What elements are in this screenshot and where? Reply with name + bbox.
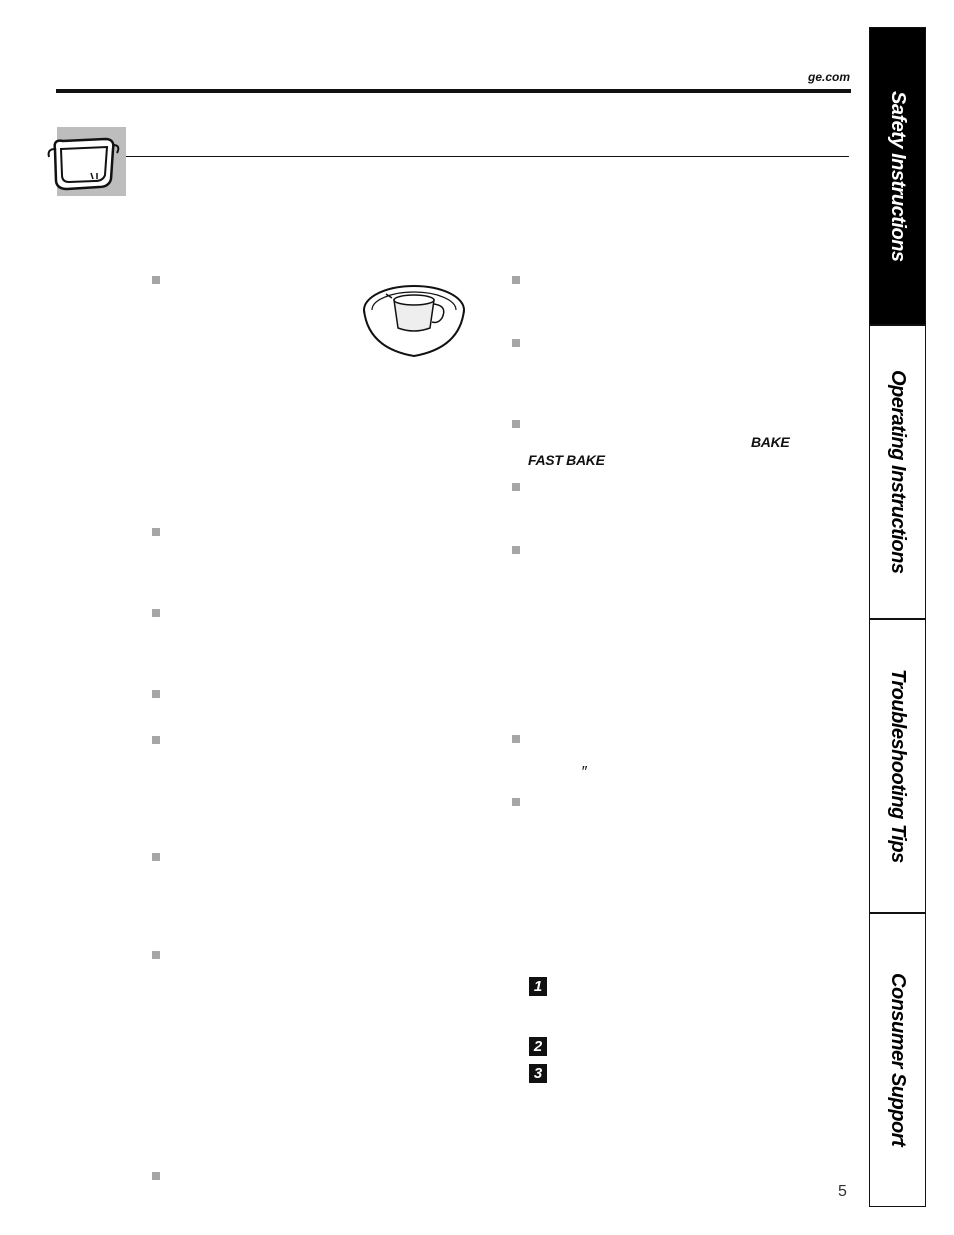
inch-mark: ″ bbox=[581, 764, 587, 781]
step-number: 3 bbox=[529, 1064, 547, 1083]
glass-bowl-with-cup-icon bbox=[362, 282, 466, 358]
tab-label: Troubleshooting Tips bbox=[887, 669, 909, 863]
baking-dish-icon bbox=[57, 127, 126, 196]
list-bullet bbox=[512, 798, 520, 806]
list-bullet bbox=[152, 690, 160, 698]
tab-consumer-support[interactable] bbox=[870, 912, 925, 1206]
tab-safety-instructions[interactable] bbox=[870, 28, 925, 324]
step-number: 1 bbox=[529, 977, 547, 996]
list-bullet bbox=[512, 546, 520, 554]
list-bullet bbox=[152, 528, 160, 536]
list-bullet bbox=[512, 483, 520, 491]
page-number: 5 bbox=[838, 1183, 847, 1200]
tab-troubleshooting-tips[interactable] bbox=[870, 618, 925, 912]
fast-bake-label: FAST BAKE bbox=[528, 452, 605, 468]
header-rule bbox=[56, 89, 851, 93]
list-bullet bbox=[512, 339, 520, 347]
section-sidebar bbox=[869, 27, 926, 1207]
list-bullet bbox=[512, 420, 520, 428]
list-bullet bbox=[152, 951, 160, 959]
list-bullet bbox=[152, 1172, 160, 1180]
list-bullet bbox=[152, 609, 160, 617]
tab-operating-instructions[interactable] bbox=[870, 324, 925, 618]
tab-label: Operating Instructions bbox=[887, 370, 909, 574]
section-rule bbox=[126, 156, 849, 157]
bake-label: BAKE bbox=[751, 434, 790, 450]
site-url: ge.com bbox=[807, 70, 850, 84]
list-bullet bbox=[512, 276, 520, 284]
tab-label: Safety Instructions bbox=[887, 90, 909, 262]
list-bullet bbox=[152, 736, 160, 744]
list-bullet bbox=[152, 276, 160, 284]
list-bullet bbox=[152, 853, 160, 861]
step-number: 2 bbox=[529, 1037, 547, 1056]
tab-label: Consumer Support bbox=[887, 973, 909, 1147]
list-bullet bbox=[512, 735, 520, 743]
